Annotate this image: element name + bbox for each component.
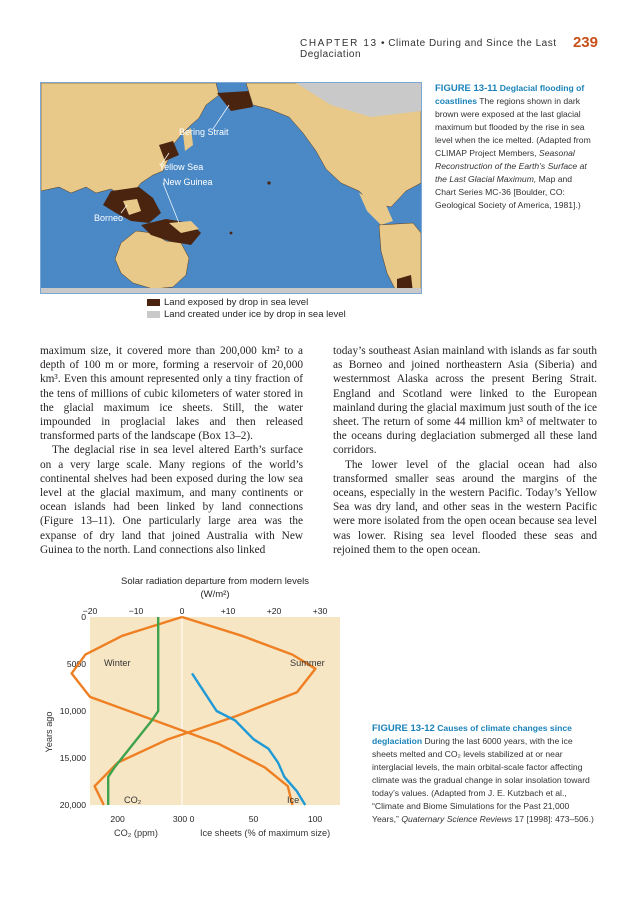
x-co2-tick-label: 300 (172, 814, 188, 824)
y-tick-label: 20,000 (59, 800, 86, 810)
new-guinea-leader (163, 183, 179, 223)
coastline-map (40, 82, 422, 294)
x-top-tick-label: −20 (82, 606, 98, 616)
series-label-winter: Winter (104, 658, 131, 668)
series-label-summer: Summer (290, 658, 325, 668)
figure-13-11-caption (435, 82, 595, 212)
figure-13-12-source-title: Quaternary Science Reviews (401, 814, 513, 824)
figure-13-11-source-title: Seasonal Reconstruction of the Earth’s Surface at the Last Glacial Maximum, (435, 148, 587, 184)
paragraph: today’s southeast Asian mainland with islands as far south as Borneo and joined northeastern Asia (Siberia) and westernmost Alaska across the present Bering Strait. England and Scotland were linked to the European mainland during the glacial maximum just south of the ice sheet. The return of some 44 million km³ of meltwater to the oceans during deglaciation submerged all these land corridors. (333, 345, 597, 457)
paragraph: The deglacial rise in sea level altered Earth’s surface on a very large scale. Many regions of the world’s continental shelves had been exposed during the low sea level at the glacial maximum, and many continents or ocean islands had been linked by land connections (Figure 13–11). One particularly large area was the expanse of dry land that joined Australia with New Guinea to the north. Land connections also linked (40, 444, 303, 556)
chart-graphic (40, 570, 370, 870)
label-yellow-sea: Yellow Sea (159, 162, 204, 172)
label-borneo: Borneo (94, 213, 124, 223)
section-title: Climate During and Since the Last Deglaciation (300, 38, 557, 60)
legend-item-ice (147, 309, 346, 320)
y-axis-label: Years ago (44, 711, 54, 753)
legend-swatch-ice (147, 311, 160, 318)
series-label-ice: Ice (287, 795, 300, 805)
figure-13-11-text: The regions shown in dark brown were exposed at the last glacial maximum but flooded by the rise in sea level when the ice melted. (Adapted from CLIMAP Project Members, (435, 96, 591, 158)
figure-13-11-title: Deglacial flooding of coastlines (435, 83, 585, 106)
bering-leader (213, 105, 229, 129)
legend-label-exposed: Land exposed by drop in sea level (164, 297, 309, 308)
map-graphic (41, 83, 421, 293)
antarctica-ice (41, 288, 421, 293)
y-tick-label: 10,000 (59, 706, 86, 716)
figure-13-12-number: FIGURE 13-12 (372, 723, 435, 734)
y-tick-label: 15,000 (59, 753, 86, 763)
x-top-tick-label: +10 (220, 606, 236, 616)
x-top-tick-label: −10 (128, 606, 144, 616)
y-tick-label: 0 (81, 612, 86, 622)
body-column-right (333, 344, 597, 557)
exposed-bering (217, 91, 253, 111)
body-column-left (40, 344, 303, 557)
pacific-island (230, 232, 233, 235)
figure-13-11-number: FIGURE 13-11 (435, 83, 498, 94)
x-ice-tick-label: 0 (189, 814, 195, 824)
climate-causes-chart (40, 570, 370, 870)
figure-13-12-caption (372, 722, 597, 826)
figure-13-12-title: Causes of climate changes since deglaciation (372, 723, 572, 746)
legend-label-ice: Land created under ice by drop in sea level (164, 309, 346, 320)
x-top-tick-label: 0 (179, 606, 185, 616)
x-top-tick-label: +20 (266, 606, 282, 616)
x-axis-label-ice: Ice sheets (% of maximum size) (200, 828, 331, 838)
chapter-label: CHAPTER 13 (300, 38, 378, 49)
chart-title: Solar radiation departure from modern levels (121, 576, 309, 587)
header-bullet: • (380, 38, 385, 49)
legend-item-exposed (147, 297, 308, 308)
x-top-tick-label: +30 (312, 606, 328, 616)
figure-13-12-source-tail: 17 [1998]: 473–506.) (514, 814, 594, 824)
chart-title-units: (W/m²) (200, 589, 230, 600)
figure-13-11-source-tail: Map and Chart Series MC-36 [Boulder, CO: Geological Society of America, 1981].) (435, 174, 581, 210)
label-new-guinea: New Guinea (163, 177, 213, 187)
page-number: 239 (572, 34, 598, 51)
running-header (300, 34, 600, 60)
x-co2-tick-label: 200 (110, 814, 125, 824)
x-axis-label-co2: CO₂ (ppm) (114, 828, 158, 838)
paragraph: The lower level of the glacial ocean had also transformed smaller seas around the margins of the oceans, especially in the western Pacific. Today’s Yellow Sea was dry land, and other seas in the western Pacific were more isolated from the open ocean because sea level was lower. Rising sea level flooded these seas and rejoined them to the open ocean. (333, 458, 597, 556)
label-bering-strait: Bering Strait (179, 127, 229, 137)
y-tick-label: 5000 (66, 659, 86, 669)
x-ice-tick-label: 50 (248, 814, 259, 824)
series-label-co2: CO₂ (124, 795, 142, 805)
figure-13-12-text: During the last 6000 years, with the ice sheets melted and CO₂ levels stabilized at or near interglacial levels, the main orbital-scale factor affecting climate was the gradual change in solar insolation toward today’s values. (Adapted from J. E. Kutzbach et al., “Climate and Biome Simulations for the Past 21,000 Years,” (372, 736, 590, 824)
hawaii-islands (267, 181, 270, 184)
legend-swatch-exposed (147, 299, 160, 306)
paragraph: maximum size, it covered more than 200,000 km² to a depth of 100 m or more, forming a reservoir of 20,000 km³. Even this amount represented only a tiny fraction of the tens of millions of cubic kilometers of water stored in the glacial maximum ice sheets. Still, the water impounded in proglacial lakes and then released transformed parts of the landscape (Box 13–2). (40, 345, 303, 443)
x-ice-tick-label: 100 (307, 814, 323, 824)
